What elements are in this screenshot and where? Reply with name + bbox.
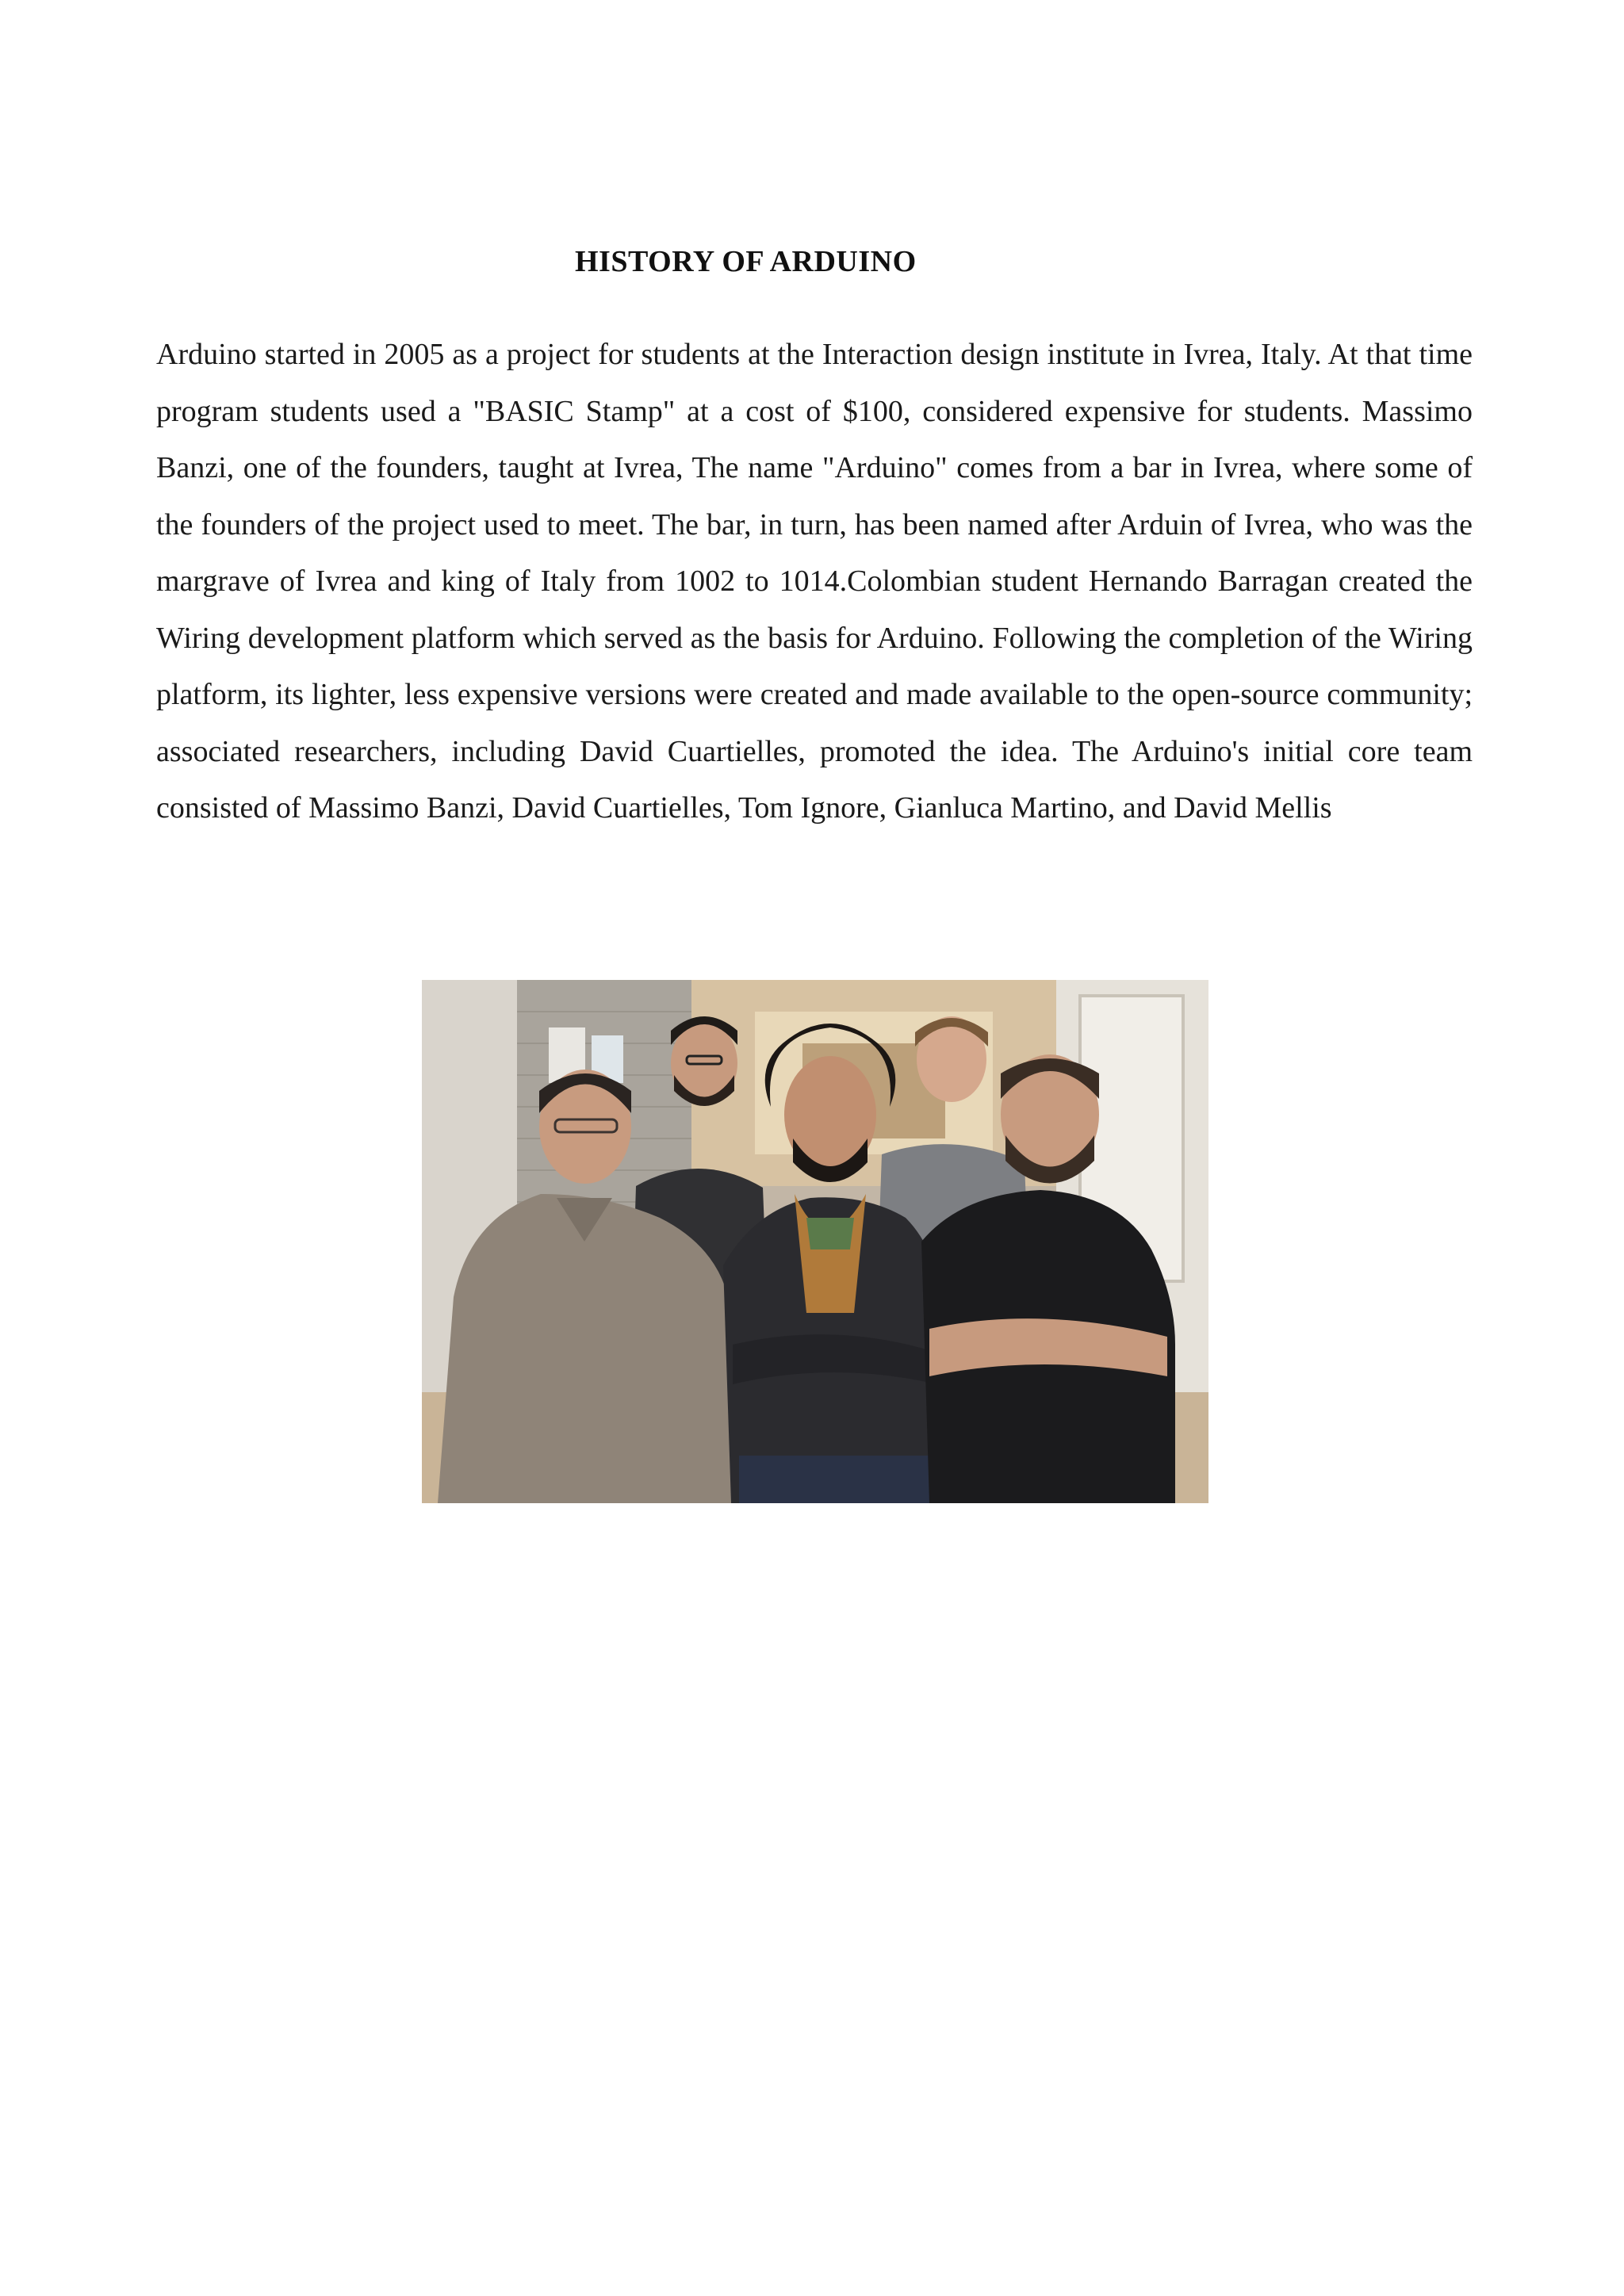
team-photo — [422, 980, 1208, 1503]
page-title: HISTORY OF ARDUINO — [575, 245, 917, 278]
team-photo-illustration — [422, 980, 1208, 1503]
history-paragraph: Arduino started in 2005 as a project for students at the Interaction design institute in Ivrea, Italy. At that time program students used a "BASIC Stamp" at a cost of $100, considered expensive for students. Massimo Banzi, one of the founders, taught at Ivrea, The name "Arduino" comes from a bar in Ivrea, where some of the founders of the project used to meet. The bar, in turn, has been named after Arduin of Ivrea, who was the margrave of Ivrea and king of Italy from 1002 to 1014.Colombian student Hernando Barragan created the Wiring development platform which served as the basis for Arduino. Following the completion of the Wiring platform, its lighter, less expensive versions were created and made available to the open-source community; associated researchers, including David Cuartielles, promoted the idea. The Arduino's initial core team consisted of Massimo Banzi, David Cuartielles, Tom Ignore, Gianluca Martino, and David Mellis — [156, 338, 1473, 825]
